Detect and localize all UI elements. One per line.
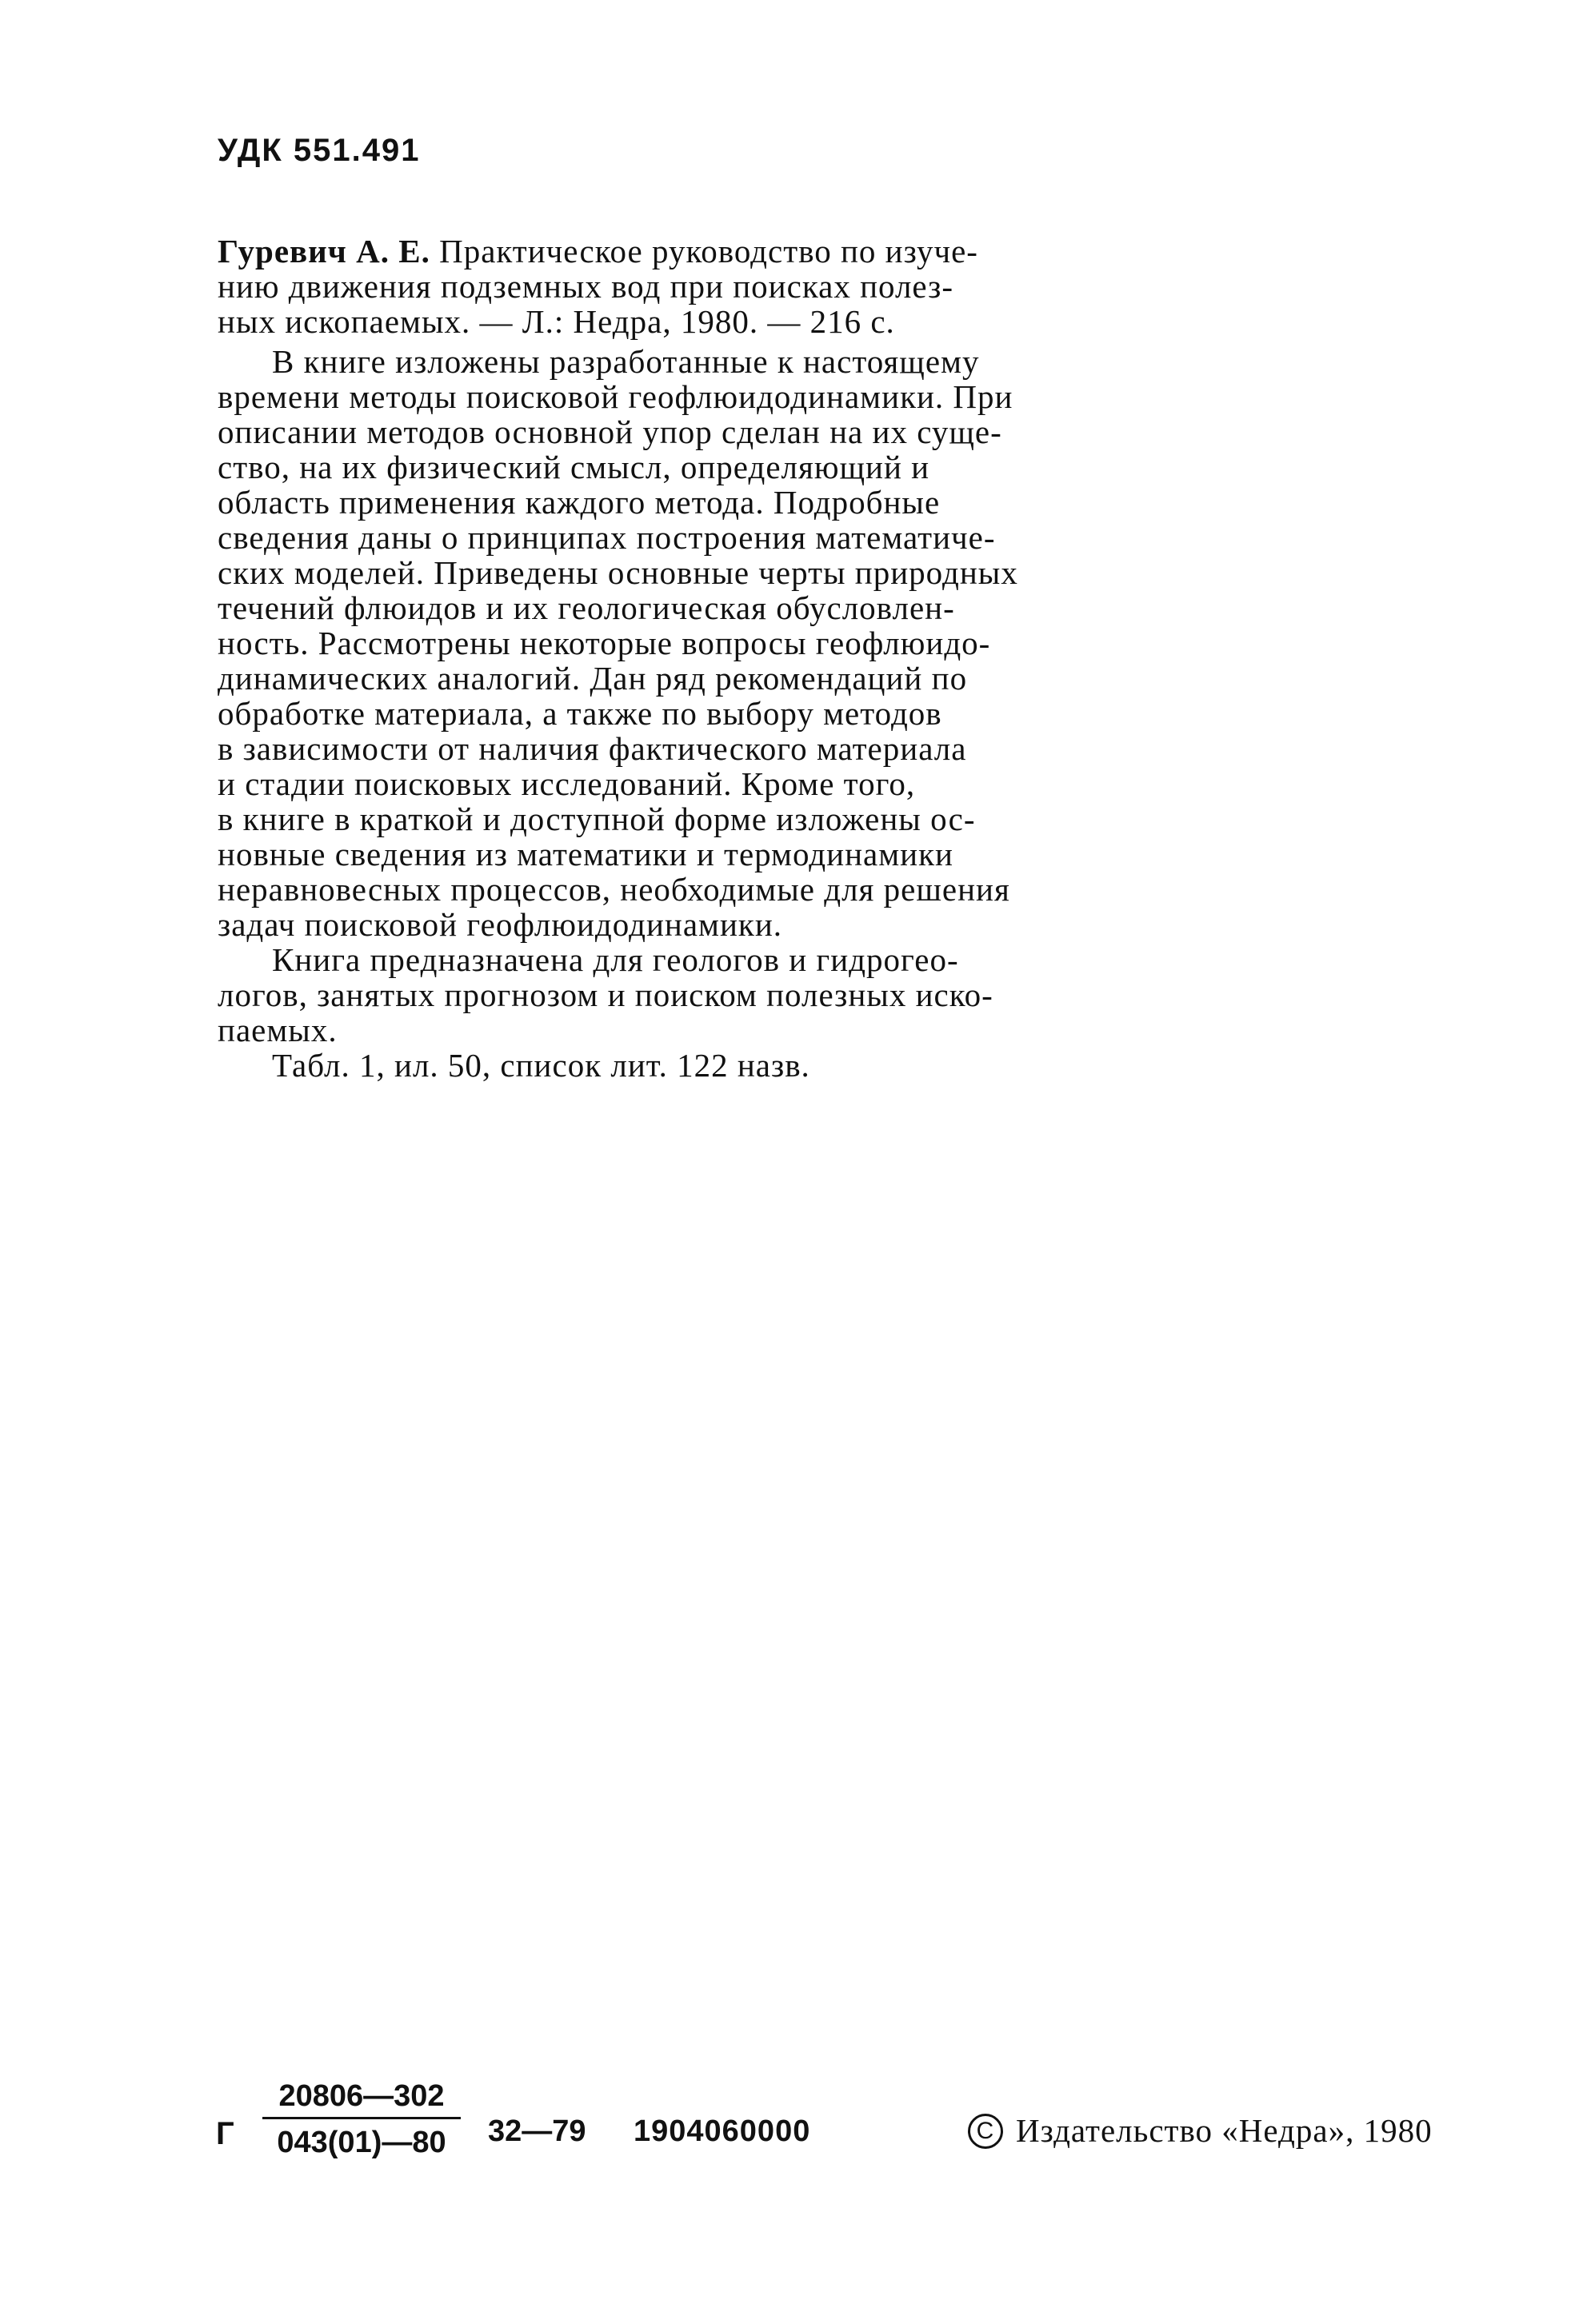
abstract-line: в зависимости от наличия фактического материала <box>218 730 967 767</box>
abstract-line: динамических аналогий. Дан ряд рекомендаций по <box>218 660 968 697</box>
author-name: Гуревич А. Е. <box>218 233 430 270</box>
bibliography-line-3: ных ископаемых. — Л.: Недра, 1980. — 216 с. <box>218 303 895 340</box>
abstract-line: неравновесных процессов, необходимые для решения <box>218 871 1010 908</box>
abstract-line: задач поисковой геофлюидодинамики. <box>218 906 783 943</box>
fraction-denominator: 043(01)—80 <box>277 2126 446 2159</box>
abstract-line: описании методов основной упор сделан на их суще- <box>218 413 1002 450</box>
abstract-line: в книге в краткой и доступной форме изложены ос- <box>218 801 976 837</box>
copyright-notice <box>968 2111 1433 2152</box>
abstract-line: новные сведения из математики и термодинамики <box>218 836 953 872</box>
audience-line: логов, занятых прогнозом и поиском полезных иско- <box>218 976 993 1013</box>
index-fraction <box>258 2079 466 2160</box>
abstract-line: ских моделей. Приведены основные черты природных <box>218 554 1018 591</box>
abstract-line: обработке материала, а также по выбору методов <box>218 695 942 732</box>
audience-line: паемых. <box>218 1012 338 1048</box>
bibliography-line-1 <box>218 234 1089 269</box>
bibliography-title-start: Практическое руководство по изуче- <box>430 233 978 270</box>
bibliographic-record <box>218 234 1089 339</box>
bibliography-line-2: нию движения подземных вод при поисках полез- <box>218 268 953 305</box>
abstract-line: ность. Рассмотрены некоторые вопросы геофлюидо- <box>218 625 991 661</box>
classification-code: 1904060000 <box>634 2114 811 2148</box>
abstract-line: течений флюидов и их геологическая обусловлен- <box>218 589 955 626</box>
catalog-code: 32—79 <box>488 2114 586 2148</box>
summary-line: Табл. 1, ил. 50, список лит. 122 назв. <box>272 1047 810 1084</box>
abstract-line: ство, на их физический смысл, определяющий и <box>218 449 930 485</box>
abstract-line: времени методы поисковой геофлюидодинамики. При <box>218 378 1013 415</box>
publisher-name: Издательство «Недра», 1980 <box>1016 2112 1433 2149</box>
index-letter: Г <box>216 2116 234 2151</box>
udk-code: УДК 551.491 <box>218 133 421 168</box>
abstract-line: и стадии поисковых исследований. Кроме того, <box>218 765 916 802</box>
abstract-line: В книге изложены разработанные к настоящему <box>272 343 980 380</box>
abstract-line: сведения даны о принципах построения математиче- <box>218 519 996 556</box>
abstract <box>218 344 1089 1083</box>
imprint-footer <box>216 2079 1512 2191</box>
fraction-numerator: 20806—302 <box>278 2079 445 2113</box>
abstract-line: область применения каждого метода. Подробные <box>218 484 941 521</box>
copyright-icon: C <box>968 2114 1003 2149</box>
audience-line: Книга предназначена для геологов и гидрогео- <box>272 941 959 978</box>
